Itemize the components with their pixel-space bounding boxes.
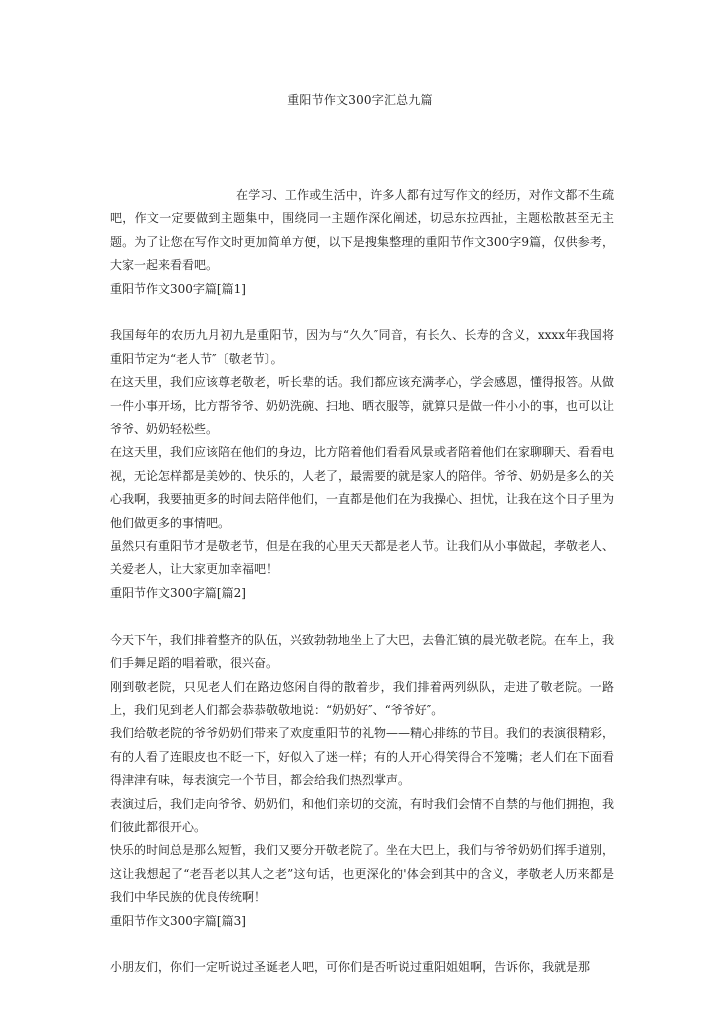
section-2-paragraph-4: 表演过后，我们走向爷爷、奶奶们，和他们亲切的交流，有时我们会情不自禁的与他们拥抱，我们彼此都很开心。 <box>110 796 615 834</box>
section-1-paragraph-3: 在这天里，我们应该陪在他们的身边，比方陪着他们看看风景或者陪着他们在家聊聊天、看看电视，无论怎样都是美妙的、快乐的，人老了，最需要的就是家人的陪伴。爷爷、奶奶是多么的关心我啊，我要抽更多的时间去陪伴他们，一直都是他们在为我操心、担忧，让我在这个日子里为他们做更多的事情吧。 <box>110 445 615 530</box>
section-spacer <box>110 301 614 324</box>
section-spacer <box>110 933 614 956</box>
section-1-paragraph-1: 我国每年的农历九月初九是重阳节，因为与“久久″同音，有长久、长寿的含义，xxxx年我国将重阳节定为“老人节″〔敬老节〕。 <box>110 328 614 366</box>
section-1-paragraph-2: 在这天里，我们应该尊老敬老，听长辈的话。我们都应该充满孝心，学会感恩，懂得报答。从做一件小事开场，比方帮爷爷、奶奶洗碗、扫地、晒衣服等，就算只是做一件小小的事，也可以让爷爷、奶奶轻松些。 <box>110 375 615 437</box>
section-2-paragraph-3: 我们给敬老院的爷爷奶奶们带来了欢度重阳节的礼物——精心排练的节目。我们的表演很精彩，有的人看了连眼皮也不眨一下，好似入了迷一样；有的人开心得笑得合不笼嘴；老人们在下面看得津津有味，每表演完一个节目，都会给我们热烈掌声。 <box>110 726 615 788</box>
section-3-paragraph-1: 小朋友们，你们一定听说过圣诞老人吧，可你们是否听说过重阳姐姐啊，告诉你，我就是那 <box>110 960 591 975</box>
document-body <box>110 184 614 980</box>
section-heading-1: 重阳节作文300字篇[篇1] <box>110 281 246 296</box>
document-title: 重阳节作文300字汇总九篇 <box>287 93 433 107</box>
section-heading-3: 重阳节作文300字篇[篇3] <box>110 913 246 928</box>
section-heading-2: 重阳节作文300字篇[篇2] <box>110 585 246 600</box>
intro-paragraph: 在学习、工作或生活中，许多人都有过写作文的经历，对作文都不生疏吧，作文一定要做到主题集中，围绕同一主题作深化阐述，切忌东拉西扯，主题松散甚至无主题。为了让您在写作文时更加简单方便，以下是搜集整理的重阳节作文300字9篇，仅供参考，大家一起来看看吧。 <box>110 188 614 273</box>
section-spacer <box>110 605 614 628</box>
section-2-paragraph-1: 今天下午，我们排着整齐的队伍，兴致勃勃地坐上了大巴，去鲁汇镇的晨光敬老院。在车上，我们手舞足蹈的唱着歌，很兴奋。 <box>110 632 615 671</box>
section-2-paragraph-2: 刚到敬老院，只见老人们在路边悠闲自得的散着步，我们排着两列纵队，走进了敬老院。一路上，我们见到老人们都会恭恭敬敬地说：“奶奶好″、“爷爷好″。 <box>110 679 614 717</box>
section-1-paragraph-4: 虽然只有重阳节才是敬老节，但是在我的心里天天都是老人节。让我们从小事做起，孝敬老人、关爱老人，让大家更加幸福吧！ <box>110 539 615 577</box>
section-2-paragraph-5: 快乐的时间总是那么短暂，我们又要分开敬老院了。坐在大巴上，我们与爷爷奶奶们挥手道别，这让我想起了“老吾老以其人之老”这句话，也更深化的'体会到其中的含义，孝敬老人历来都是我们中华民族的优良传统啊！ <box>110 843 615 905</box>
